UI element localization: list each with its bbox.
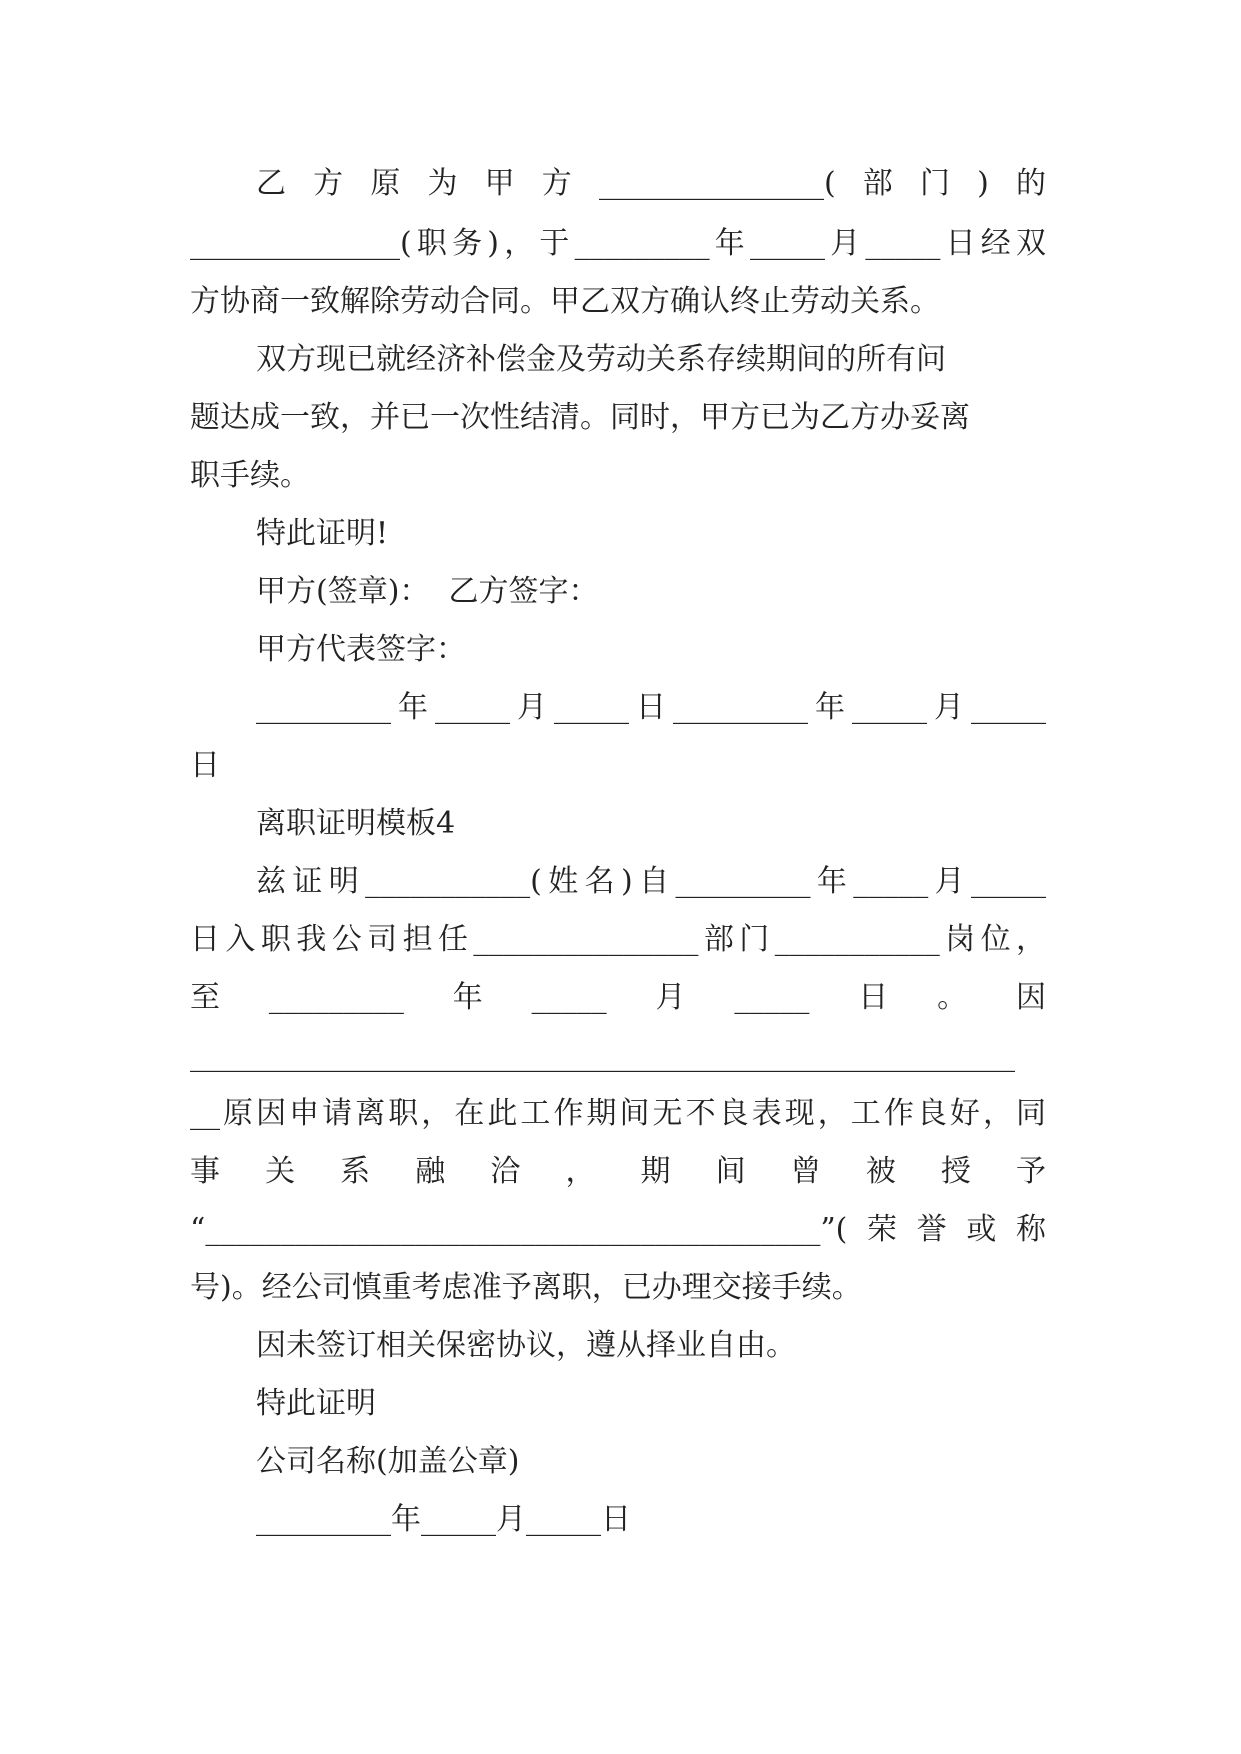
party-a-rep-line: 甲方代表签字： — [256, 632, 466, 667]
special-proof-2: 特此证明 — [256, 1386, 376, 1421]
paragraph3-line5: __原因申请离职，在此工作期间无不良表现，工作良好，同 — [190, 1096, 1046, 1131]
paragraph2-line2: 题达成一致，并已一次性结清。同时，甲方已为乙方办妥离 — [190, 400, 970, 435]
date-pair-line1: _________年_____月_____日_________年_____月_____ — [256, 690, 1046, 725]
paragraph1-line1: 乙方原为甲方_______________(部门)的 — [256, 166, 1046, 201]
paragraph3-line3: 至_________年_____月_____日。因 — [190, 980, 1046, 1015]
paragraph3-line4: _______________________________________________________ — [190, 1038, 1015, 1073]
paragraph2-line1: 双方现已就经济补偿金及劳动关系存续期间的所有问 — [256, 342, 946, 377]
special-proof-1: 特此证明! — [256, 516, 389, 551]
paragraph1-line3: 方协商一致解除劳动合同。甲乙双方确认终止劳动关系。 — [190, 284, 940, 319]
date-pair-line2: 日 — [190, 748, 220, 783]
no-confidentiality-line: 因未签订相关保密协议，遵从择业自由。 — [256, 1328, 796, 1363]
paragraph3-line8: 号)。经公司慎重考虑准予离职，已办理交接手续。 — [190, 1270, 862, 1305]
paragraph3-line2: 日入职我公司担任_______________部门___________岗位， — [190, 922, 1046, 957]
paragraph3-line7: “_________________________________________”(荣誉或称 — [190, 1212, 1046, 1247]
paragraph2-line3: 职手续。 — [190, 458, 310, 493]
template-title: 离职证明模板4 — [256, 806, 456, 841]
paragraph3-line1: 兹证明___________(姓名)自_________年_____月_____ — [256, 864, 1046, 899]
company-seal-line: 公司名称(加盖公章) — [256, 1444, 520, 1479]
paragraph1-line2: ______________(职务)，于_________年_____月_____日经双 — [190, 226, 1046, 261]
paragraph3-line6: 事关系融洽，期间曾被授予 — [190, 1154, 1046, 1189]
final-date-line: _________年_____月_____日 — [256, 1502, 631, 1537]
party-a-seal-line: 甲方(签章)： 乙方签字： — [256, 574, 599, 609]
